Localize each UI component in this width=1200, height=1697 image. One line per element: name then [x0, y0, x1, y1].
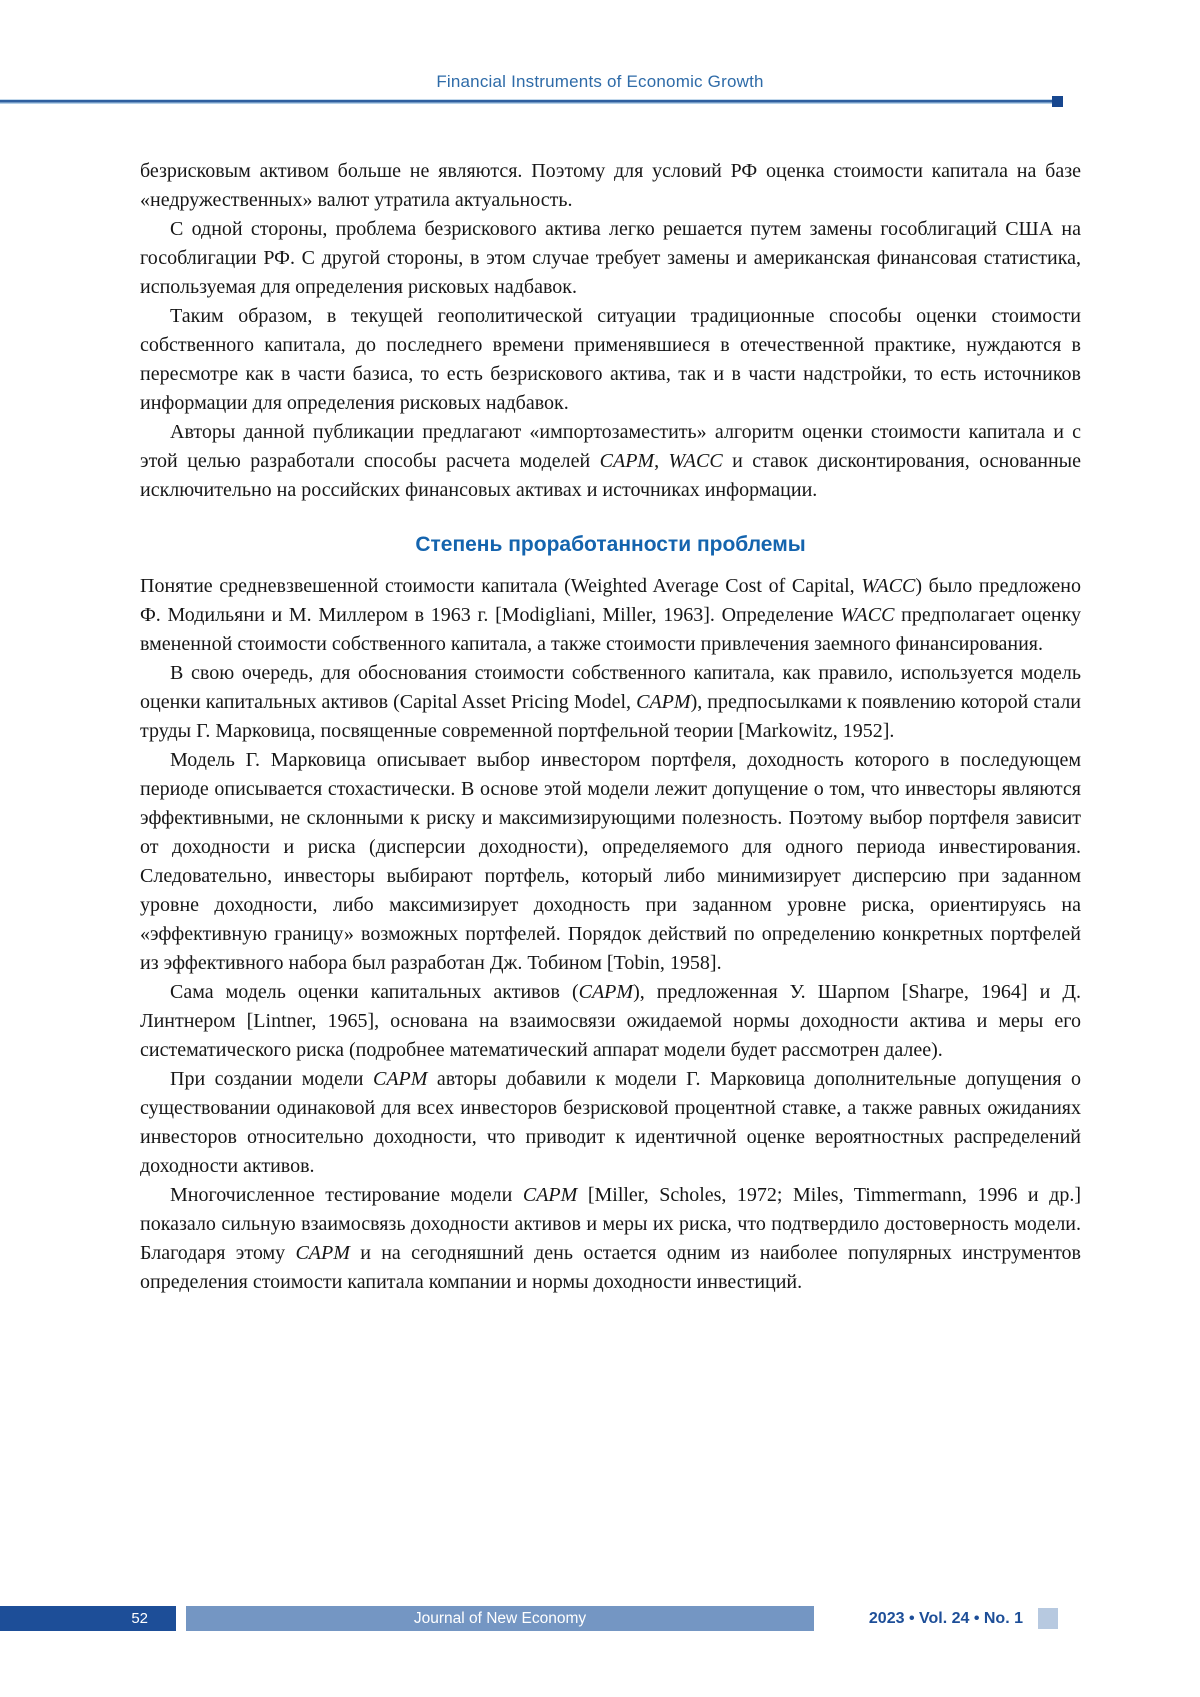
- paragraph: Модель Г. Марковица описывает выбор инвестором портфеля, доходность которого в последующем периоде описывается стохастически. В основе этой модели лежит допущение о том, что инвесторы являются эффективными, не склонными к риску и максимизирующими полезность. Поэтому выбор портфеля зависит от доходности и риска (дисперсии доходности), определяемого для одного периода инвестирования. Следовательно, инвесторы выбирают портфель, который либо минимизирует дисперсию при заданном уровне доходности, либо максимизирует доходность при заданном уровне риска, ориентируясь на «эффективную границу» возможных портфелей. Порядок действий по определению конкретных портфелей из эффективного набора был разработан Дж. Тобином [Tobin, 1958].: [140, 749, 1081, 974]
- footer-accent-square: [1038, 1608, 1058, 1629]
- paragraph: С одной стороны, проблема безрискового актива легко решается путем замены гособлигаций США на гособлигации РФ. С другой стороны, в этом случае требует замены и американская финансовая статистика, используемая для определения рисковых надбавок.: [140, 218, 1081, 298]
- running-title: Financial Instruments of Economic Growth: [436, 72, 764, 91]
- paragraph: При создании модели CAPM авторы добавили к модели Г. Марковица дополнительные допущения о существовании одинаковой для всех инвесторов безрисковой процентной ставке, а также равных ожиданиях инвесторов относительно доходности, что приводит к идентичной оценке вероятностных распределений доходности активов.: [140, 1068, 1081, 1177]
- paragraph: безрисковым активом больше не являются. Поэтому для условий РФ оценка стоимости капитала на базе «недружественных» валют утратила актуальность.: [140, 160, 1081, 211]
- section-heading: Степень проработанности проблемы: [415, 533, 806, 556]
- article-body: [140, 157, 1081, 1297]
- header-rule-end-square: [1052, 96, 1063, 107]
- paragraph: Сама модель оценки капитальных активов (CAPM), предложенная У. Шарпом [Sharpe, 1964] и Д. Линтнером [Lintner, 1965], основана на взаимосвязи ожидаемой нормы доходности актива и меры его систематического риска (подробнее математический аппарат модели будет рассмотрен далее).: [140, 981, 1081, 1061]
- header-rule: [0, 99, 1052, 104]
- journal-name-bar: Journal of New Economy: [186, 1606, 814, 1631]
- page-footer: [0, 1606, 1200, 1631]
- paragraph: Многочисленное тестирование модели CAPM [Miller, Scholes, 1972; Miles, Timmermann, 1996 и др.] показало сильную взаимосвязь доходности активов и меры их риска, что подтвердило достоверность модели. Благодаря этому CAPM и на сегодняшний день остается одним из наиболее популярных инструментов определения стоимости капитала компании и нормы доходности инвестиций.: [140, 1184, 1082, 1293]
- paragraph: Таким образом, в текущей геополитической ситуации традиционные способы оценки стоимости собственного капитала, до последнего времени применявшиеся в отечественной практике, нуждаются в пересмотре как в части базиса, то есть безрискового актива, так и в части надстройки, то есть источников информации для определения рисковых надбавок.: [140, 305, 1081, 414]
- issue-info: 2023 • Vol. 24 • No. 1: [868, 1610, 1023, 1627]
- paragraph: Понятие средневзвешенной стоимости капитала (Weighted Average Cost of Capital, WACC) было предложено Ф. Модильяни и М. Миллером в 1963 г. [Modigliani, Miller, 1963]. Определение WACC предполагает оценку вмененной стоимости собственного капитала, а также стоимости привлечения заемного финансирования.: [140, 575, 1082, 655]
- page-number-badge: 52: [0, 1606, 176, 1631]
- paragraph: В свою очередь, для обоснования стоимости собственного капитала, как правило, используется модель оценки капитальных активов (Capital Asset Pricing Model, CAPM), предпосылками к появлению которой стали труды Г. Марковица, посвященные современной портфельной теории [Markowitz, 1952].: [140, 662, 1081, 742]
- paragraph: Авторы данной публикации предлагают «импортозаместить» алгоритм оценки стоимости капитала и с этой целью разработали способы расчета моделей CAPM, WACC и ставок дисконтирования, основанные исключительно на российских финансовых активах и источниках информации.: [140, 421, 1081, 501]
